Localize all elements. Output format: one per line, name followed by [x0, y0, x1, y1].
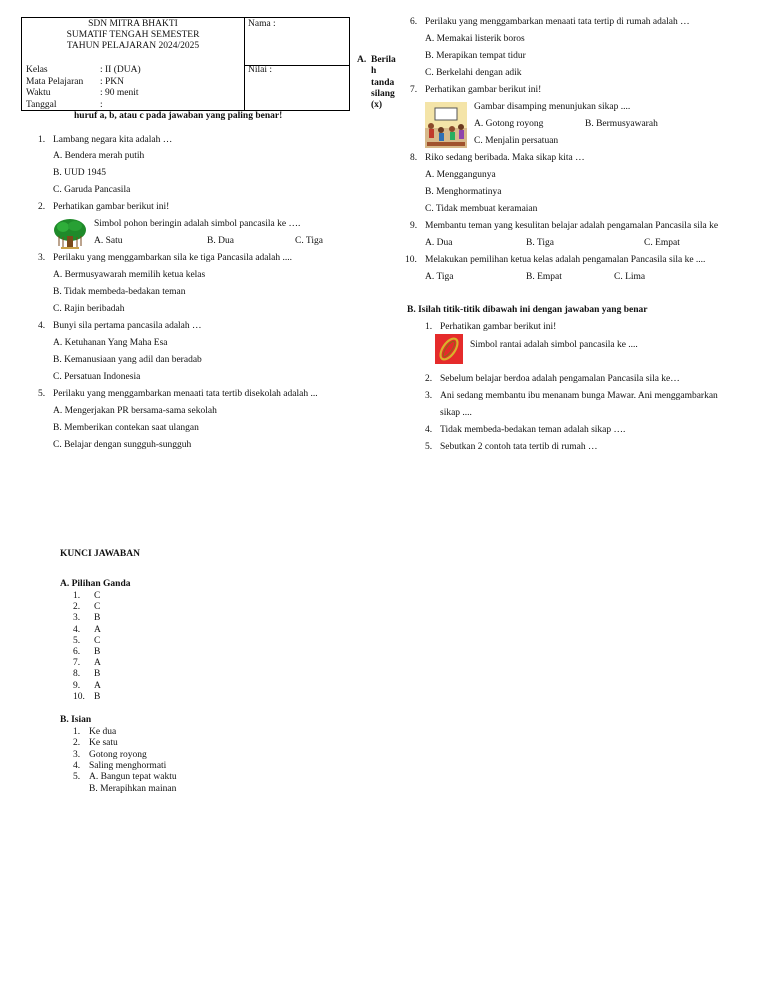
- answer-option[interactable]: A. Satu: [94, 236, 123, 246]
- image-caption: Simbol rantai adalah simbol pancasila ke ....: [470, 340, 638, 350]
- key-answer: Saling menghormati: [89, 761, 167, 771]
- key-number: 4.: [73, 625, 81, 635]
- answer-option[interactable]: B. UUD 1945: [53, 168, 107, 178]
- answer-option[interactable]: A. Mengerjakan PR bersama-sama sekolah: [53, 406, 217, 416]
- key-number: 9.: [73, 681, 81, 691]
- key-number: 5.: [73, 772, 81, 782]
- key-number: 1.: [73, 591, 81, 601]
- question-number: 1.: [38, 135, 46, 145]
- answer-option[interactable]: B. Dua: [207, 236, 234, 246]
- image-caption: Simbol pohon beringin adalah simbol pancasila ke ….: [94, 219, 301, 229]
- answer-option[interactable]: A. Gotong royong: [474, 119, 544, 129]
- key-answer: Ke satu: [89, 738, 118, 748]
- question-text: Perilaku yang menggambarkan menaati tata tertip di rumah adalah …: [425, 17, 690, 27]
- key-number: 8.: [73, 669, 81, 679]
- question-text: Membantu teman yang kesulitan belajar adalah pengamalan Pancasila sila ke: [425, 221, 719, 231]
- question-text: Tidak membeda-bedakan teman adalah sikap ….: [440, 425, 626, 435]
- answer-option[interactable]: A. Bendera merah putih: [53, 151, 145, 161]
- section-a-title-line: h: [371, 66, 377, 77]
- answer-option[interactable]: C. Tiga: [295, 236, 323, 246]
- key-number: 1.: [73, 727, 81, 737]
- question-number: 4.: [425, 425, 433, 435]
- image-caption: Gambar disamping menunjukan sikap ....: [474, 102, 631, 112]
- answer-key-title: KUNCI JAWABAN: [60, 549, 140, 559]
- field-kelas-value: : II (DUA): [100, 65, 141, 75]
- key-number: 3.: [73, 613, 81, 623]
- question-text: Perhatikan gambar berikut ini!: [440, 322, 557, 332]
- header-divider-vertical: [244, 18, 245, 110]
- question-number: 8.: [410, 153, 418, 163]
- key-answer: A: [94, 625, 101, 635]
- key-number: 7.: [73, 658, 81, 668]
- question-text: Lambang negara kita adalah …: [53, 135, 173, 145]
- answer-option[interactable]: A. Dua: [425, 238, 453, 248]
- section-a-title-line: tanda: [371, 77, 395, 88]
- question-number: 2.: [38, 202, 46, 212]
- answer-option[interactable]: A. Ketuhanan Yang Maha Esa: [53, 338, 168, 348]
- chain-icon: [435, 334, 463, 364]
- answer-option[interactable]: B. Bermusyawarah: [585, 119, 658, 129]
- question-number: 3.: [425, 391, 433, 401]
- key-number: 2.: [73, 602, 81, 612]
- section-a-title-line: (x): [371, 100, 383, 111]
- nilai-field[interactable]: Nilai :: [248, 65, 273, 75]
- key-answer: C: [94, 591, 101, 601]
- section-a-title-line: silang: [371, 88, 395, 99]
- gotong-royong-illustration: [425, 102, 467, 148]
- question-number: 10.: [405, 255, 417, 265]
- field-mapel-label: Mata Pelajaran: [26, 77, 84, 87]
- key-number: 3.: [73, 750, 81, 760]
- banyan-tree-icon: [53, 218, 87, 250]
- field-tanggal-label: Tanggal: [26, 100, 57, 110]
- answer-option[interactable]: C. Empat: [644, 238, 680, 248]
- answer-option[interactable]: C. Berkelahi dengan adik: [425, 68, 522, 78]
- section-a-instruction: huruf a, b, atau c pada jawaban yang paling benar!: [74, 111, 283, 121]
- school-name: SDN MITRA BHAKTI: [88, 19, 178, 29]
- answer-key-pg-title: A. Pilihan Ganda: [60, 579, 131, 589]
- key-answer: A: [94, 681, 101, 691]
- key-number: 10.: [73, 692, 85, 702]
- question-number: 9.: [410, 221, 418, 231]
- key-answer: B: [94, 692, 101, 702]
- key-number: 6.: [73, 647, 81, 657]
- section-a-title: [371, 55, 396, 111]
- field-waktu-value: : 90 menit: [100, 88, 139, 98]
- question-text: Perilaku yang menggambarkan sila ke tiga Pancasila adalah ....: [53, 253, 293, 263]
- key-number: 2.: [73, 738, 81, 748]
- question-number: 7.: [410, 85, 418, 95]
- answer-option[interactable]: C. Rajin beribadah: [53, 304, 125, 314]
- question-text: sikap ....: [440, 408, 472, 418]
- answer-key-isian-title: B. Isian: [60, 715, 92, 725]
- section-b-title: B. Isilah titik-titik dibawah ini dengan jawaban yang benar: [407, 305, 648, 315]
- field-waktu-label: Waktu: [26, 88, 51, 98]
- answer-option[interactable]: C. Lima: [614, 272, 646, 282]
- answer-option[interactable]: A. Bermusyawarah memilih ketua kelas: [53, 270, 206, 280]
- answer-option[interactable]: B. Tiga: [526, 238, 554, 248]
- school-year: TAHUN PELAJARAN 2024/2025: [66, 41, 200, 51]
- key-answer: B. Merapihkan mainan: [89, 784, 177, 794]
- key-answer: B: [94, 669, 101, 679]
- question-number: 3.: [38, 253, 46, 263]
- answer-option[interactable]: A. Menggangunya: [425, 170, 496, 180]
- field-kelas-label: Kelas: [26, 65, 48, 75]
- key-answer: A: [94, 658, 101, 668]
- key-answer: A. Bangun tepat waktu: [89, 772, 177, 782]
- answer-option[interactable]: C. Persatuan Indonesia: [53, 372, 141, 382]
- section-a-letter: A.: [357, 55, 367, 65]
- key-number: 4.: [73, 761, 81, 771]
- question-number: 6.: [410, 17, 418, 27]
- answer-option[interactable]: B. Kemanusiaan yang adil dan beradab: [53, 355, 202, 365]
- question-text: Melakukan pemilihan ketua kelas adalah pengamalan Pancasila sila ke ....: [425, 255, 706, 265]
- question-text: Riko sedang beribada. Maka sikap kita …: [425, 153, 585, 163]
- key-answer: C: [94, 602, 101, 612]
- key-answer: Ke dua: [89, 727, 117, 737]
- question-text: Sebelum belajar berdoa adalah pengamalan Pancasila sila ke…: [440, 374, 680, 384]
- key-answer: Gotong royong: [89, 750, 147, 760]
- field-mapel-value: : PKN: [100, 77, 125, 87]
- answer-option[interactable]: A. Memakai listerik boros: [425, 34, 525, 44]
- question-text: Perhatikan gambar berikut ini!: [425, 85, 542, 95]
- answer-option[interactable]: C. Tidak membuat keramaian: [425, 204, 538, 214]
- key-answer: B: [94, 647, 101, 657]
- question-number: 2.: [425, 374, 433, 384]
- question-number: 5.: [425, 442, 433, 452]
- answer-option[interactable]: C. Garuda Pancasila: [53, 185, 131, 195]
- answer-option[interactable]: B. Tidak membeda-bedakan teman: [53, 287, 186, 297]
- answer-option[interactable]: B. Memberikan contekan saat ulangan: [53, 423, 199, 433]
- question-text: Sebutkan 2 contoh tata tertib di rumah …: [440, 442, 598, 452]
- question-text: Bunyi sila pertama pancasila adalah …: [53, 321, 202, 331]
- question-number: 5.: [38, 389, 46, 399]
- nama-field[interactable]: Nama :: [248, 19, 276, 29]
- header-box: [21, 17, 350, 111]
- field-tanggal-value: :: [100, 100, 103, 110]
- question-text: Ani sedang membantu ibu menanam bunga Mawar. Ani menggambarkan: [440, 391, 718, 401]
- question-text: Perilaku yang menggambarkan menaati tata tertib disekolah adalah ...: [53, 389, 318, 399]
- answer-option[interactable]: C. Menjalin persatuan: [474, 136, 559, 146]
- key-number: 5.: [73, 636, 81, 646]
- answer-option[interactable]: B. Empat: [526, 272, 562, 282]
- key-answer: B: [94, 613, 101, 623]
- answer-option[interactable]: B. Merapikan tempat tidur: [425, 51, 526, 61]
- answer-option[interactable]: B. Menghormatinya: [425, 187, 502, 197]
- question-number: 1.: [425, 322, 433, 332]
- key-answer: C: [94, 636, 101, 646]
- answer-option[interactable]: C. Belajar dengan sungguh-sungguh: [53, 440, 192, 450]
- question-text: Perhatikan gambar berikut ini!: [53, 202, 170, 212]
- exam-title: SUMATIF TENGAH SEMESTER: [66, 30, 200, 40]
- section-a-title-line: Berila: [371, 55, 396, 65]
- answer-option[interactable]: A. Tiga: [425, 272, 454, 282]
- question-number: 4.: [38, 321, 46, 331]
